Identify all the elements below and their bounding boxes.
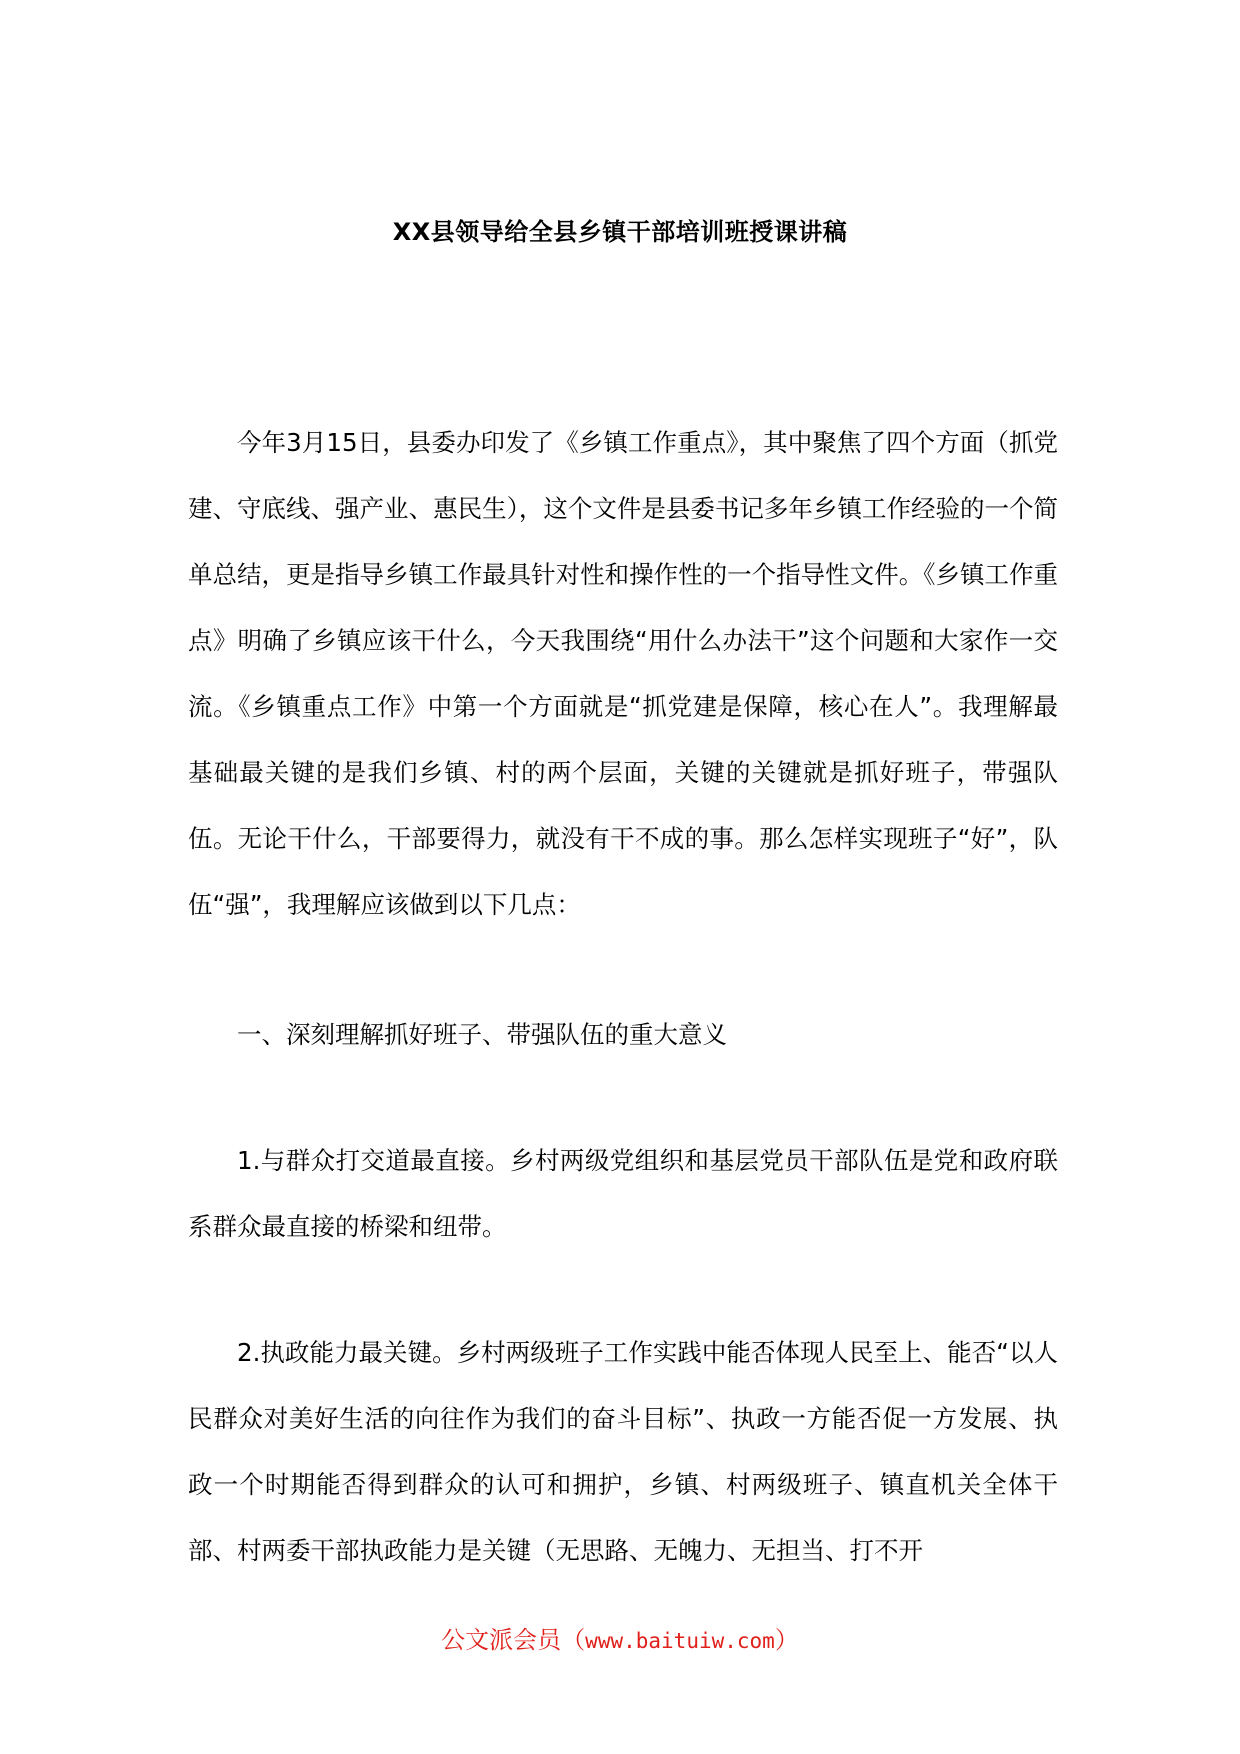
point-paragraph-1: 1.与群众打交道最直接。乡村两级党组织和基层党员干部队伍是党和政府联系群众最直接的桥梁和纽带。	[188, 1146, 1058, 1241]
intro-paragraph: 今年3月15日，县委办印发了《乡镇工作重点》，其中聚焦了四个方面（抓党建、守底线、强产业、惠民生），这个文件是县委书记多年乡镇工作经验的一个简单总结，更是指导乡镇工作最具针对性和操作性的一个指导性文件。《乡镇工作重点》明确了乡镇应该干什么，今天我围绕“用什么办法干”这个问题和大家作一交流。《乡镇重点工作》中第一个方面就是“抓党建是保障，核心在人”。我理解最基础最关键的是我们乡镇、村的两个层面，关键的关键就是抓好班子，带强队伍。无论干什么，干部要得力，就没有干不成的事。那么怎样实现班子“好”，队伍“强”，我理解应该做到以下几点：	[188, 428, 1058, 919]
footer-label: 公文派会员（	[441, 1626, 586, 1654]
footer-url[interactable]: www.baituiw.com	[585, 1629, 775, 1653]
section-heading: 一、深刻理解抓好班子、带强队伍的重大意义	[237, 1020, 727, 1049]
footer-watermark	[0, 1622, 1240, 1659]
footer-close: ）	[774, 1626, 799, 1654]
document-title: XX县领导给全县乡镇干部培训班授课讲稿	[392, 218, 848, 246]
point-paragraph-2: 2.执政能力最关键。乡村两级班子工作实践中能否体现人民至上、能否“以人民群众对美好生活的向往作为我们的奋斗目标”、执政一方能否促一方发展、执政一个时期能否得到群众的认可和拥护，乡镇、村两级班子、镇直机关全体干部、村两委干部执政能力是关键（无思路、无魄力、无担当、打不开	[188, 1338, 1058, 1565]
